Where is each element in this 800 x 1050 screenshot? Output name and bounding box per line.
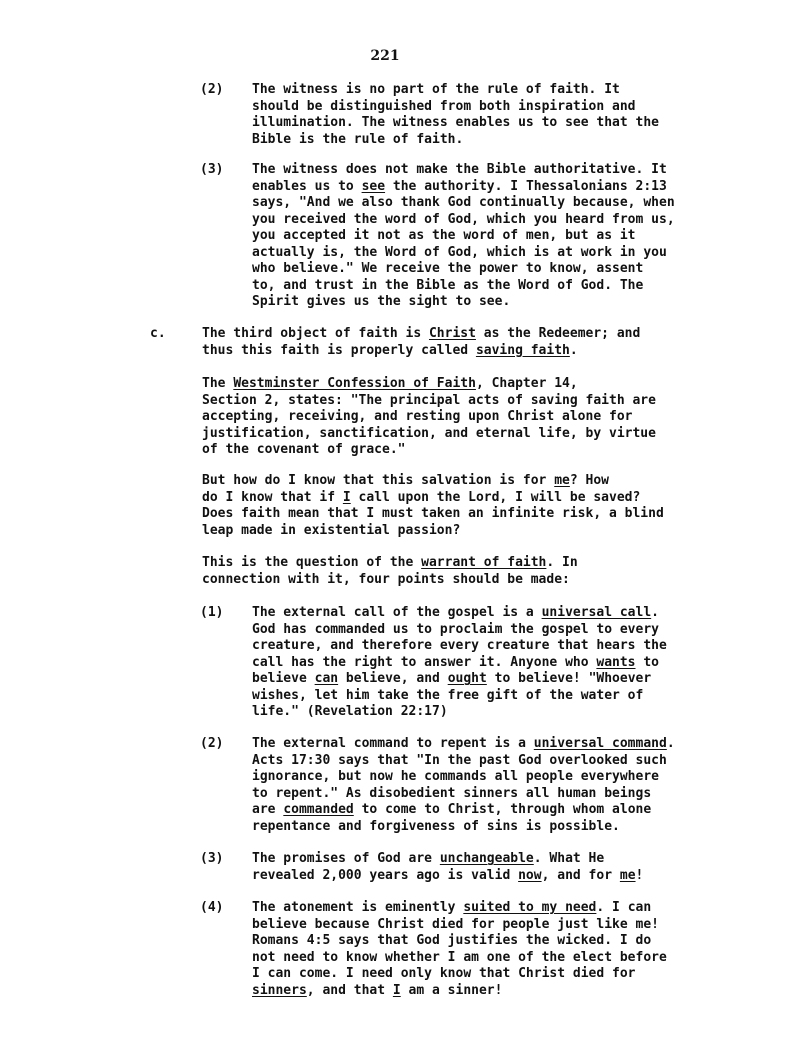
paragraph-question: But how do I know that this salvation is for me? How do I know that if I call upon the Lord, I will be saved? Does faith mean that I must taken an infinite risk, a blind leap made in existential passion? <box>202 473 664 538</box>
witness-point <box>200 162 700 311</box>
point-text: The external command to repent is a universal command. Acts 17:30 says that "In the past God overlooked such ignorance, but now he commands all people everywhere to repent." As disobedient sinners all human beings are commanded to come to Christ, through whom alone repentance and forgiveness of sins is possible. <box>252 736 675 834</box>
witness-point <box>200 82 700 148</box>
paragraph-warrant: This is the question of the warrant of faith. In connection with it, four points should be made: <box>202 555 578 587</box>
warrant-point <box>200 605 700 721</box>
point-number: (2) <box>200 82 224 97</box>
page-number: 221 <box>370 48 400 64</box>
point-number: (1) <box>200 605 224 620</box>
point-number: (4) <box>200 900 224 915</box>
point-text: The atonement is eminently suited to my need. I can believe because Christ died for people just like me! Romans 4:5 says that God justifies the wicked. I do not need to know whether I am one of the elect before I can come. I need only know that Christ died for sinners, and that I am a sinner! <box>252 900 667 998</box>
point-number: (3) <box>200 162 224 177</box>
warrant-point <box>200 900 700 999</box>
point-number: (3) <box>200 851 224 866</box>
warrant-point <box>200 736 700 835</box>
point-text: The witness is no part of the rule of faith. It should be distinguished from both inspiration and illumination. The witness enables us to see that the Bible is the rule of faith. <box>252 82 659 147</box>
section-c <box>150 326 700 359</box>
paragraph-confession: The Westminster Confession of Faith, Chapter 14, Section 2, states: "The principal acts of saving faith are accepting, receiving, and resting upon Christ alone for justification, sanctification, and eternal life, by virtue of the covenant of grace." <box>202 376 656 457</box>
point-text: The external call of the gospel is a universal call. God has commanded us to proclaim the gospel to every creature, and therefore every creature that hears the call has the right to answer it. Anyone who wants to believe can believe, and ought to believe! "Whoever wishes, let him take the free gift of the water of life." (Revelation 22:17) <box>252 605 667 719</box>
point-text: The promises of God are unchangeable. What He revealed 2,000 years ago is valid now, and for me! <box>252 851 644 883</box>
warrant-point <box>200 851 700 884</box>
point-number: (2) <box>200 736 224 751</box>
point-text: The witness does not make the Bible authoritative. It enables us to see the authority. I Thessalonians 2:13 says, "And we also thank God continually because, when you received the word of God, which you heard from us, you accepted it not as the word of men, but as it actually is, the Word of God, which is at work in you who believe." We receive the power to know, assent to, and trust in the Bible as the Word of God. The Spirit gives us the sight to see. <box>252 162 675 309</box>
section-text: The third object of faith is Christ as the Redeemer; and thus this faith is properly called saving faith. <box>202 326 641 358</box>
section-letter: c. <box>150 326 166 341</box>
